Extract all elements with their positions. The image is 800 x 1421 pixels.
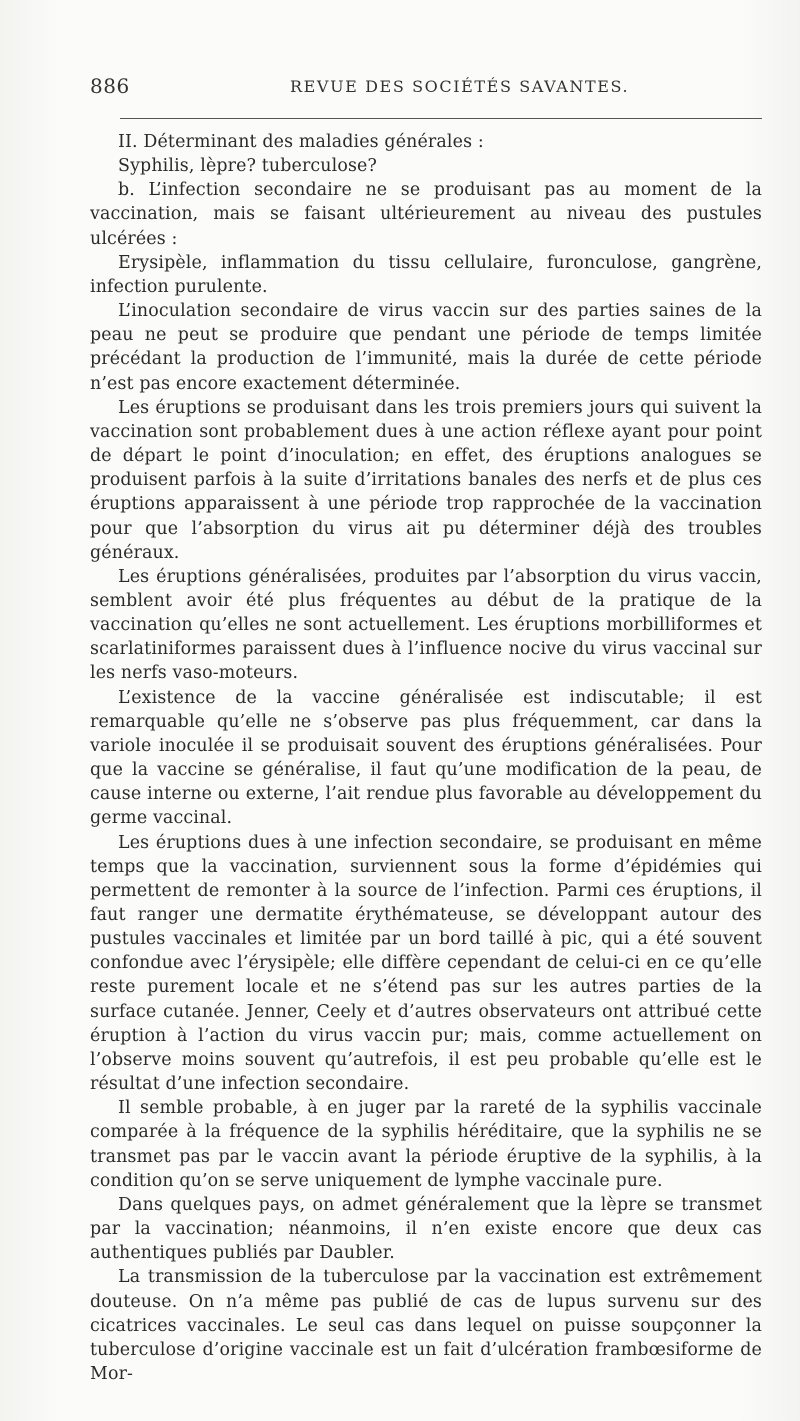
paragraph: L’existence de la vaccine généralisée est indiscutable; il est remarquable qu’elle ne s’observe pas plus fréquemment, car dans la variole inoculée il se produisait souvent des éruptions généralisées. Pour que la vaccine se généralise, il faut qu’une modification de la peau, de cause interne ou externe, l’ait rendue plus favorable au développement du germe vaccinal. [90, 687, 762, 829]
paragraph: Les éruptions généralisées, produites par l’absorption du virus vaccin, semblent avoir été plus fréquentes au début de la pratique de la vaccination qu’elles ne sont actuellement. Les éruptions morbilliformes et scarlatiniformes paraissent dues à l’influence nocive du virus vaccinal sur les nerfs vaso-moteurs. [90, 566, 762, 684]
header-rule [120, 118, 762, 119]
paragraph: Les éruptions dues à une infection secondaire, se produisant en même temps que la vaccination, surviennent sous la forme d’épidémies qui permettent de remonter à la source de l’infection. Parmi ces éruptions, il faut ranger une dermatite érythémateuse, se développant autour des pustules vaccinales et limitée par un bord taillé à pic, qui a été souvent confondue avec l’érysipèle; elle diffère cependant de celui-ci en ce qu’elle reste purement locale et ne s’étend pas sur les autres parties de la surface cutanée. Jenner, Ceely et d’autres observateurs ont attribué cette éruption à l’action du virus vaccin pur; mais, comme actuellement on l’observe moins souvent qu’autrefois, il est peu probable qu’elle est le résultat d’une infection secondaire. [90, 832, 762, 1095]
paragraph: Les éruptions se produisant dans les trois premiers jours qui suivent la vaccination sont probablement dues à une action réflexe ayant pour point de départ le point d’inoculation; en effet, des éruptions analogues se produisent parfois à la suite d’irritations banales des nerfs et de plus ces éruptions apparaissent à une période trop rapprochée de la vaccination pour que l’absorption du virus ait pu déterminer déjà des troubles généraux. [90, 397, 762, 563]
paragraph: b. L’infection secondaire ne se produisant pas au moment de la vaccination, mais se faisant ultérieurement au niveau des pustules ulcérées : [90, 180, 762, 249]
paragraph: L’inoculation secondaire de virus vaccin sur des parties saines de la peau ne peut se produire que pendant une période de temps limitée précédant la production de l’immunité, mais la durée de cette période n’est pas encore exactement déterminée. [90, 301, 762, 394]
paragraph: II. Déterminant des maladies générales : [118, 132, 484, 152]
body-text [90, 130, 762, 1386]
paragraph: Syphilis, lèpre? tuberculose? [118, 156, 377, 177]
page-number: 886 [90, 74, 130, 98]
running-title: REVUE DES SOCIÉTÉS SAVANTES. [290, 77, 630, 96]
paragraph: La transmission de la tuberculose par la vaccination est extrêmement douteuse. On n’a même pas publié de cas de lupus survenu sur des cicatrices vaccinales. Le seul cas dans lequel on puisse soupçonner la tuberculose d’origine vaccinale est un fait d’ulcération frambœsiforme de Mor- [90, 1267, 762, 1384]
paragraph: Erysipèle, inflammation du tissu cellulaire, furonculose, gangrène, infection purulente. [90, 252, 762, 297]
paragraph: Il semble probable, à en juger par la rareté de la syphilis vaccinale comparée à la fréquence de la syphilis héréditaire, que la syphilis ne se transmet pas par le vaccin avant la période éruptive de la syphilis, à la condition qu’on se serve uniquement de lymphe vaccinale pure. [90, 1098, 762, 1191]
paragraph: Dans quelques pays, on admet généralement que la lèpre se transmet par la vaccination; néanmoins, il n’en existe encore que deux cas authentiques publiés par Daubler. [90, 1194, 762, 1264]
page-header [90, 74, 762, 104]
